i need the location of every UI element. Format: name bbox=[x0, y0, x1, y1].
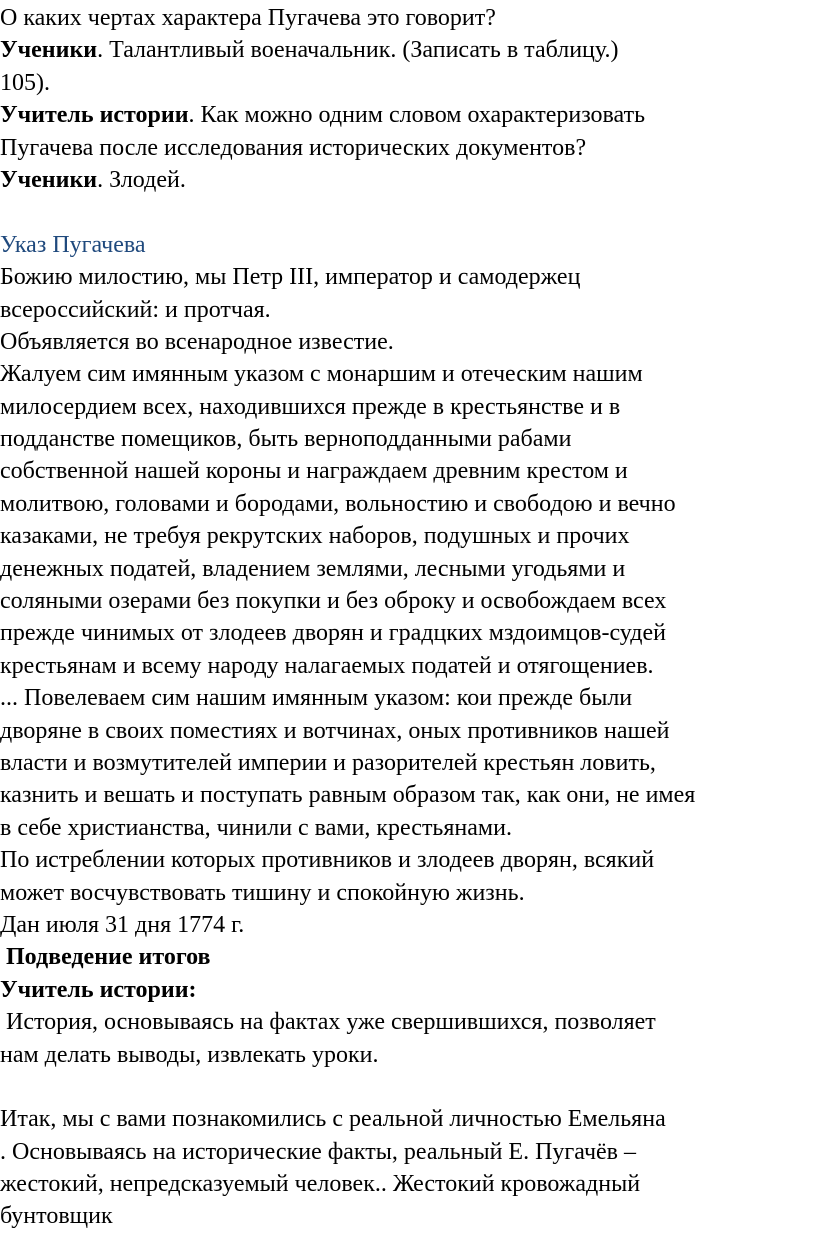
decree-line: крестьянам и всему народу налагаемых податей и отягощениев. bbox=[0, 652, 654, 679]
document-page bbox=[0, 2, 816, 1233]
decree-line: в себе христианства, чинили с вами, крестьянами. bbox=[0, 814, 512, 841]
summary-conclusion bbox=[0, 1103, 816, 1233]
conclusion-line: бунтовщик bbox=[0, 1203, 113, 1230]
speaker-label: Ученики bbox=[0, 37, 98, 64]
paragraph-text: нам делать выводы, извлекать уроки. bbox=[0, 1041, 379, 1068]
decree-line: казнить и вешать и поступать равным образом так, как они, не имея bbox=[0, 782, 696, 809]
answer-continuation-text: 105). bbox=[0, 69, 50, 96]
decree-line: Дан июля 31 дня 1774 г. bbox=[0, 911, 245, 938]
answer-line bbox=[0, 164, 816, 196]
teacher-question-continuation bbox=[0, 132, 816, 164]
decree-line: казаками, не требуя рекрутских наборов, подушных и прочих bbox=[0, 523, 630, 550]
conclusion-line: Итак, мы с вами познакомились с реальной личностью Емельяна bbox=[0, 1106, 666, 1133]
summary-paragraph-line bbox=[0, 1039, 816, 1071]
summary-heading-text: Подведение итогов bbox=[6, 944, 211, 971]
question-continuation-text: Пугачева после исследования исторических документов? bbox=[0, 134, 587, 161]
summary-heading bbox=[0, 941, 816, 973]
decree-title-text: Указ Пугачева bbox=[0, 231, 146, 258]
blank-line bbox=[0, 1071, 816, 1103]
answer-text: . Талантливый военачальник. (Записать в таблицу.) bbox=[97, 37, 619, 64]
decree-line: дворяне в своих поместиях и вотчинах, оных противников нашей bbox=[0, 717, 670, 744]
conclusion-line: . Основываясь на исторические факты, реальный Е. Пугачёв – bbox=[0, 1138, 637, 1165]
answer-text: . Злодей. bbox=[97, 166, 186, 193]
blank-line bbox=[0, 196, 816, 228]
decree-line: Жалуем сим имянным указом с монаршим и отеческим нашим bbox=[0, 361, 643, 388]
question-text: . Как можно одним словом охарактеризовать bbox=[188, 102, 646, 129]
decree-line: молитвою, головами и бородами, вольностию и свободою и вечно bbox=[0, 490, 676, 517]
decree-line: соляными озерами без покупки и без оброку и освобождаем всех bbox=[0, 588, 667, 615]
answer-continuation bbox=[0, 67, 816, 99]
decree-body bbox=[0, 261, 816, 941]
summary-speaker bbox=[0, 974, 816, 1006]
decree-line: прежде чинимых от злодеев дворян и градцких мздоимцов-судей bbox=[0, 620, 666, 647]
question-line bbox=[0, 2, 816, 34]
decree-line: ... Повелеваем сим нашим имянным указом: кои прежде были bbox=[0, 685, 633, 712]
decree-line: подданстве помещиков, быть верноподданными рабами bbox=[0, 426, 572, 453]
question-text: О каких чертах характера Пугачева это говорит? bbox=[0, 5, 496, 31]
decree-line: Объявляется во всенародное известие. bbox=[0, 328, 394, 355]
decree-line: власти и возмутителей империи и разорителей крестьян ловить, bbox=[0, 749, 656, 776]
decree-line: собственной нашей короны и награждаем древним крестом и bbox=[0, 458, 628, 485]
speaker-label: Учитель истории bbox=[0, 102, 189, 129]
summary-paragraph-line bbox=[0, 1006, 816, 1038]
answer-line bbox=[0, 34, 816, 66]
decree-title bbox=[0, 229, 816, 261]
paragraph-text: История, основываясь на фактах уже свершившихся, позволяет bbox=[6, 1009, 656, 1036]
decree-line: денежных податей, владением землями, лесными угодьями и bbox=[0, 555, 626, 582]
decree-line: Божию милостию, мы Петр III, император и самодержец bbox=[0, 264, 581, 291]
teacher-question-line bbox=[0, 99, 816, 131]
conclusion-line: жестокий, непредсказуемый человек.. Жестокий кровожадный bbox=[0, 1171, 641, 1198]
decree-line: По истреблении которых противников и злодеев дворян, всякий bbox=[0, 847, 655, 874]
speaker-label: Учитель истории: bbox=[0, 976, 197, 1003]
decree-line: всероссийский: и протчая. bbox=[0, 296, 271, 323]
speaker-label: Ученики bbox=[0, 166, 98, 193]
decree-line: может восчувствовать тишину и спокойную жизнь. bbox=[0, 879, 525, 906]
decree-line: милосердием всех, находившихся прежде в крестьянстве и в bbox=[0, 393, 621, 420]
